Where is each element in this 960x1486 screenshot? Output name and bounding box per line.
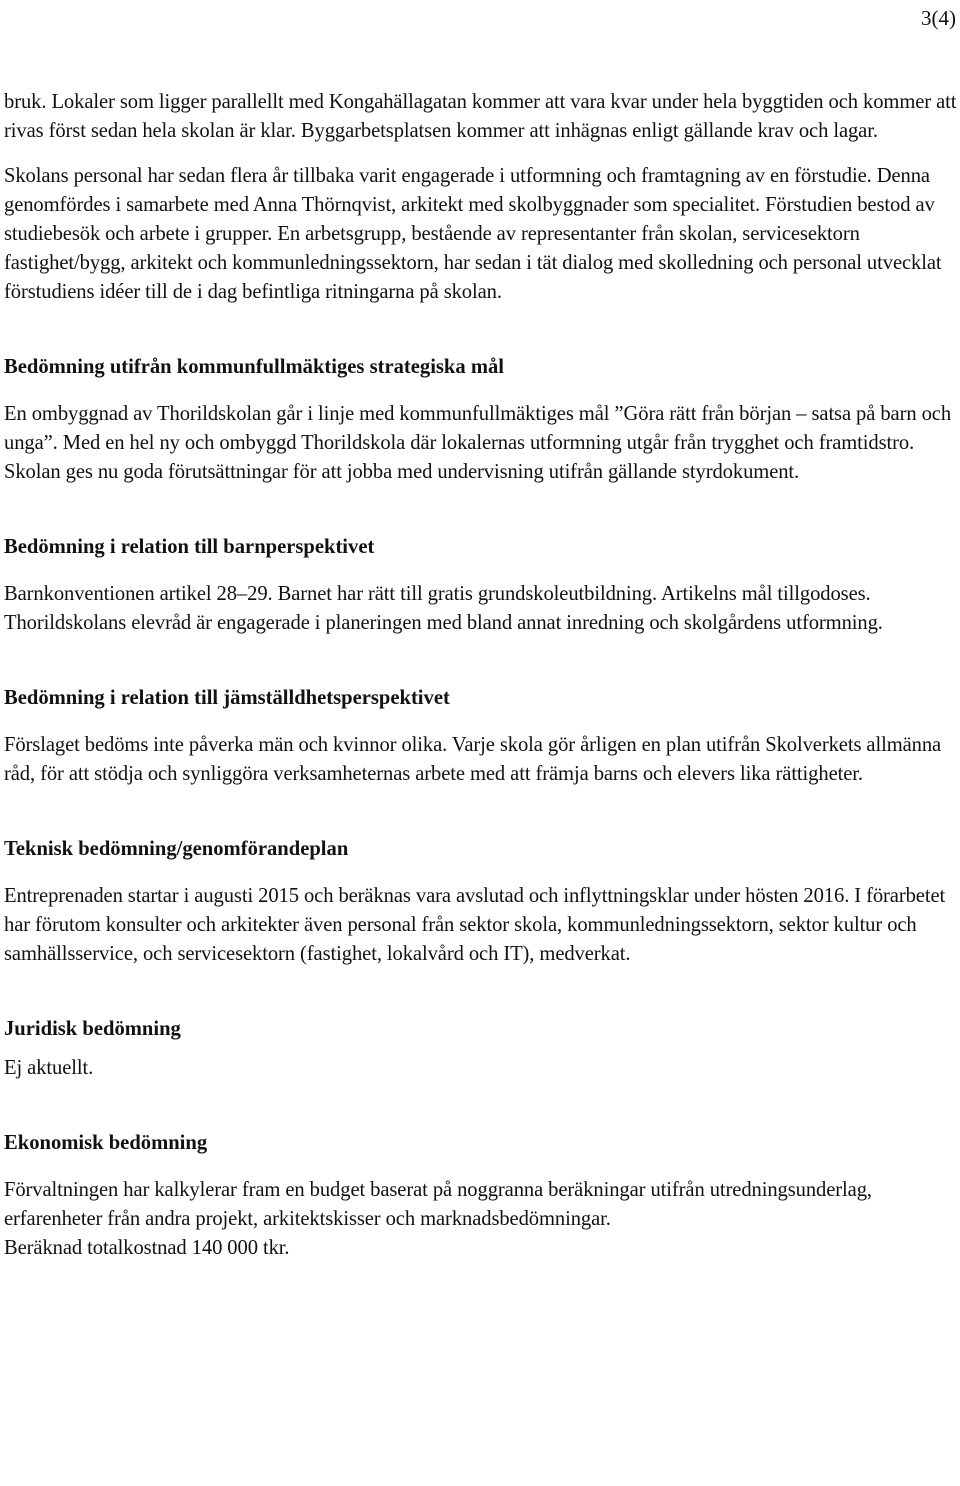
- document-body: [4, 88, 958, 1263]
- heading-strategic-goals: Bedömning utifrån kommunfullmäktiges strategiska mål: [4, 356, 505, 378]
- intro-paragraph-1: bruk. Lokaler som ligger parallellt med Kongahällagatan kommer att vara kvar under hela byggtiden och kommer att rivas först sedan hela skolan är klar. Byggarbetsplatsen kommer att inhägnas enligt gällande krav och lagar.: [4, 91, 957, 142]
- child-perspective-text: Barnkonventionen artikel 28–29. Barnet har rätt till gratis grundskoleutbildning. Artikelns mål tillgodoses. Thorildskolans elevråd är engagerade i planeringen med bland annat inredning och skolgårdens utformning.: [4, 583, 883, 634]
- equality-perspective-text: Förslaget bedöms inte påverka män och kvinnor olika. Varje skola gör årligen en plan utifrån Skolverkets allmänna råd, för att stödja och synliggöra verksamheternas arbete med att främja barns och elevers lika rättigheter.: [4, 734, 942, 785]
- heading-economic-assessment: Ekonomisk bedömning: [4, 1132, 208, 1154]
- heading-equality-perspective: Bedömning i relation till jämställdhetsperspektivet: [4, 687, 450, 709]
- legal-assessment-text: Ej aktuellt.: [4, 1057, 94, 1079]
- page-number: 3(4): [921, 6, 956, 30]
- heading-child-perspective: Bedömning i relation till barnperspektivet: [4, 536, 375, 558]
- strategic-goals-text: En ombyggnad av Thorildskolan går i linje med kommunfullmäktiges mål ”Göra rätt från början – satsa på barn och unga”. Med en hel ny och ombyggd Thorildskola där lokalernas utformning utgår från trygghet och framtidstro. Skolan ges nu goda förutsättningar för att jobba med undervisning utifrån gällande styrdokument.: [4, 403, 952, 483]
- intro-paragraph-2: Skolans personal har sedan flera år tillbaka varit engagerade i utformning och framtagning av en förstudie. Denna genomfördes i samarbete med Anna Thörnqvist, arkitekt med skolbyggnader som specialitet. Förstudien bestod av studiebesök och arbete i grupper. En arbetsgrupp, bestående av representanter från skolan, servicesektorn fastighet/bygg, arkitekt och kommunledningssektorn, har sedan i tät dialog med skolledning och personal utvecklat förstudiens idéer till de i dag befintliga ritningarna på skolan.: [4, 165, 942, 303]
- heading-technical-assessment: Teknisk bedömning/genomförandeplan: [4, 838, 349, 860]
- economic-assessment-text: Förvaltningen har kalkylerar fram en budget baserat på noggranna beräkningar utifrån utredningsunderlag, erfarenheter från andra projekt, arkitektskisser och marknadsbedömningar.: [4, 1179, 872, 1230]
- total-cost-text: Beräknad totalkostnad 140 000 tkr.: [4, 1237, 290, 1259]
- technical-assessment-text: Entreprenaden startar i augusti 2015 och beräknas vara avslutad och inflyttningsklar under hösten 2016. I förarbetet har förutom konsulter och arkitekter även personal från sektor skola, kommunledningssektorn, sektor kultur och samhällsservice, och servicesektorn (fastighet, lokalvård och IT), medverkat.: [4, 885, 946, 965]
- heading-legal-assessment: Juridisk bedömning: [4, 1018, 181, 1040]
